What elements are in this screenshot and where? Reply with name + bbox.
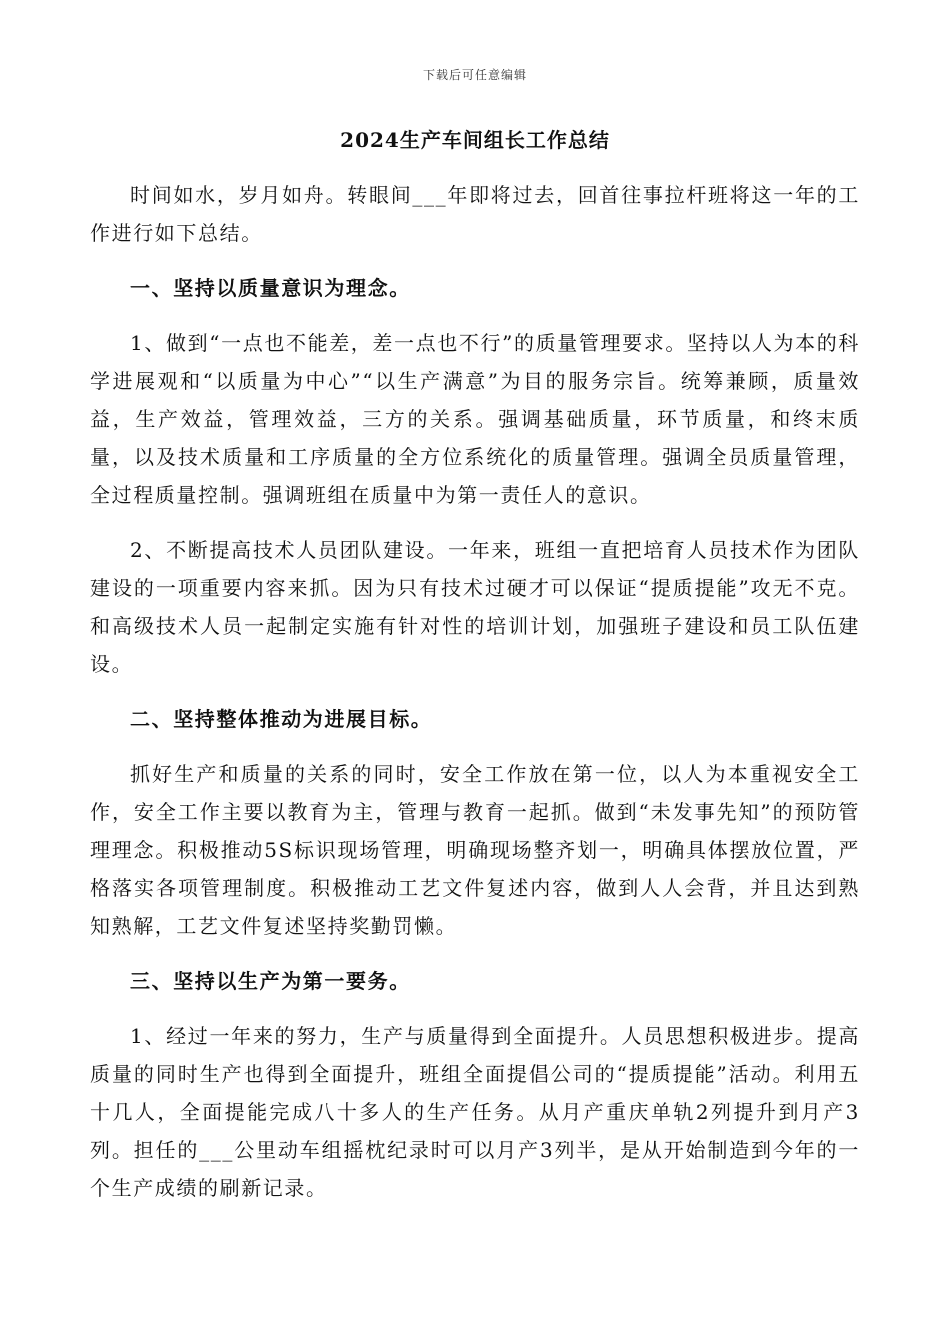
document-title: 2024生产车间组长工作总结 [340,128,610,152]
section-1-paragraph-2: 2、不断提高技术人员团队建设。一年来，班组一直把培育人员技术作为团队建设的一项重要内容来抓。因为只有技术过硬才可以保证“提质提能”攻无不克。和高级技术人员一起制定实施有针对性的培训计划，加强班子建设和员工队伍建设。 [90,538,860,676]
section-2-heading: 二、坚持整体推动为进展目标。 [130,707,433,731]
document-body [90,176,860,1207]
section-3-paragraph-1: 1、经过一年来的努力，生产与质量得到全面提升。人员思想积极进步。提高质量的同时生产也得到全面提升，班组全面提倡公司的“提质提能”活动。利用五十几人，全面提能完成八十多人的生产任务。从月产重庆单轨2列提升到月产3列。担任的___公里动车组摇枕纪录时可以月产3列半，是从开始制造到今年的一个生产成绩的刷新记录。 [90,1024,860,1200]
section-1-paragraph-1: 1、做到“一点也不能差，差一点也不行”的质量管理要求。坚持以人为本的科学进展观和“以质量为中心”“以生产满意”为目的服务宗旨。统筹兼顾，质量效益，生产效益，管理效益，三方的关系。强调基础质量，环节质量，和终末质量，以及技术质量和工序质量的全方位系统化的质量管理。强调全员质量管理，全过程质量控制。强调班组在质量中为第一责任人的意识。 [90,331,860,507]
section-3-heading: 三、坚持以生产为第一要务。 [130,969,411,993]
section-1-heading: 一、坚持以质量意识为理念。 [130,276,411,300]
intro-paragraph: 时间如水，岁月如舟。转眼间___年即将过去，回首往事拉杆班将这一年的工作进行如下总结。 [90,183,860,245]
section-2-paragraph-1: 抓好生产和质量的关系的同时，安全工作放在第一位，以人为本重视安全工作，安全工作主要以教育为主，管理与教育一起抓。做到“未发事先知”的预防管理理念。积极推动5S标识现场管理，明确现场整齐划一，明确具体摆放位置，严格落实各项管理制度。积极推动工艺文件复述内容，做到人人会背，并且达到熟知熟解，工艺文件复述坚持奖勤罚懒。 [90,762,860,938]
header-note: 下载后可任意编辑 [422,68,527,82]
